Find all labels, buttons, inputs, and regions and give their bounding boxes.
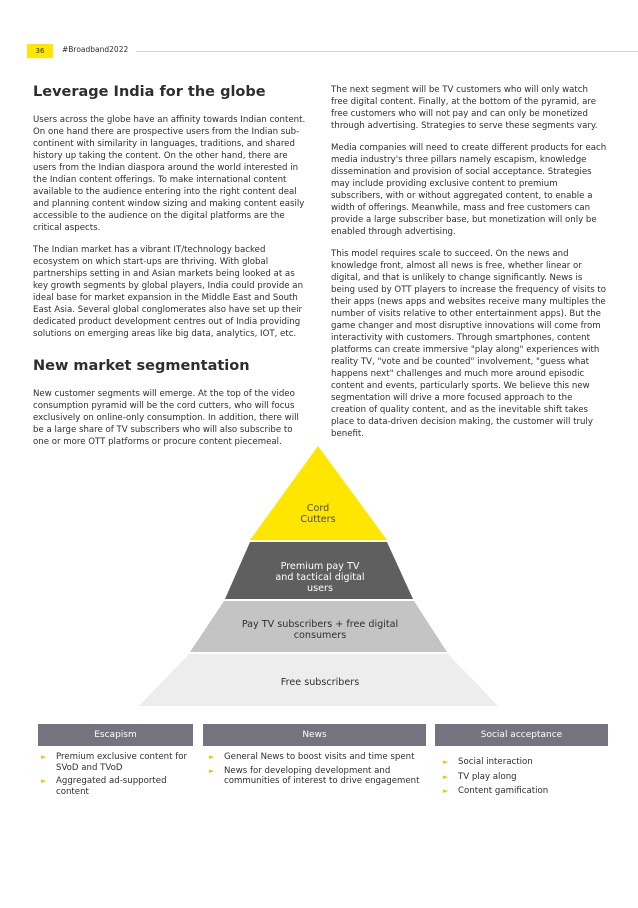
pyramid-label-free-subscribers: Free subscribers <box>280 677 360 688</box>
list-item: ► Aggregated ad-supported content <box>41 776 167 797</box>
pyramid-label-pay-tv-subscribers: Pay TV subscribers + free digital consumers <box>241 619 399 641</box>
pyramid-label-premium-pay-tv: Premium pay TV and tactical digital users <box>275 561 365 594</box>
list-item: ► General News to boost visits and time spent <box>209 752 415 762</box>
paragraph: This model requires scale to succeed. On the news and knowledge front, almost all news is free, whether linear or digital, and that is unlikely to change significantly. News is being used by OTT players to increase the frequency of visits to their apps (news apps and websites receive many multiples the number of visits relative to other entertainment apps). But the game changer and most disruptive innovations will come from interactivity with customers. Through smartphones, content platforms can create immersive "play along" experiences with reality TV, "vote and be counted" involvement, "guess what happens next" challenges and much more around episodic content and events, particularly sports. We believe this new segmentation will drive a more focused approach to the creation of quality content, and as the inevitable shift takes place to data-driven decision making, the customer will truly benefit. <box>331 249 607 439</box>
list-item: ► TV play along <box>443 771 517 782</box>
pillar-news-header: News <box>203 724 426 746</box>
header-hashtag: #Broadband2022 <box>62 45 129 54</box>
pillar-escapism-list <box>38 752 198 800</box>
bullet-arrow-icon: ► <box>209 753 215 761</box>
paragraph: New customer segments will emerge. At the top of the video consumption pyramid will be the cord cutters, who will focus exclusively on online-only consumption. In addition, there will be a large share of TV subscribers who will also subscribe to one or more OTT platforms or procure content piecemeal. <box>33 389 299 447</box>
pyramid-label-cord-cutters: Cord Cutters <box>300 503 336 525</box>
paragraph: The Indian market has a vibrant IT/technology backed ecosystem on which start-ups are thriving. With global partnerships setting in and Asian markets being looked at as key growth segments by global players, India could provide an ideal base for market expansion in the Middle East and South East Asia. Several global conglomerates also have set up their dedicated product development centres out of India providing solutions on emerging areas like big data, analytics, IOT, etc. <box>33 245 304 339</box>
list-item: ► Premium exclusive content for SVoD and TVoD <box>41 752 188 773</box>
paragraph: Users across the globe have an affinity towards Indian content. On one hand there are prospective users from the Indian sub-continent with similarity in languages, traditions, and shared history up taking the content. On the other hand, there are users from the Indian diaspora around the world interested in the Indian content offerings. To make international content available to the audience entering into the right content deal and planning content window sizing and making content easily accessible to the audience on the digital platforms are the critical aspects. <box>33 115 306 233</box>
bullet-arrow-icon: ► <box>443 758 449 766</box>
page-number: 36 <box>27 44 53 58</box>
heading-leverage-india: Leverage India for the globe <box>33 84 266 100</box>
bullet-arrow-icon: ► <box>41 777 47 785</box>
paragraph: Media companies will need to create different products for each media industry's three pillars namely escapism, knowledge dissemination and provision of social acceptance. Strategies may include providing exclusive content to premium subscribers, with or without aggregated content, to enable a width of offerings. Meanwhile, mass and free customers can provide a large subscriber base, but monetization will only be enabled through advertising. <box>331 143 607 237</box>
pyramid-tier-cord-cutters <box>250 446 387 540</box>
pillar-news-list <box>206 752 431 790</box>
bullet-arrow-icon: ► <box>443 772 449 781</box>
bullet-arrow-icon: ► <box>443 787 449 795</box>
pillar-social-acceptance-list <box>440 757 608 800</box>
bullet-arrow-icon: ► <box>41 753 47 761</box>
paragraph: The next segment will be TV customers who will only watch free digital content. Finally, at the bottom of the pyramid, are free customers who will not pay and can only be monetized through advertising. Strategies to serve these segments vary. <box>331 85 598 131</box>
list-item: ► Content gamification <box>443 786 549 796</box>
pillar-escapism-header: Escapism <box>38 724 193 746</box>
bullet-arrow-icon: ► <box>209 766 215 775</box>
heading-new-market-segmentation: New market segmentation <box>33 358 250 374</box>
list-item: ► Social interaction <box>443 757 533 767</box>
list-item: ► News for developing development and communities of interest to drive engagement <box>209 765 420 786</box>
pillar-social-acceptance-header: Social acceptance <box>435 724 608 746</box>
